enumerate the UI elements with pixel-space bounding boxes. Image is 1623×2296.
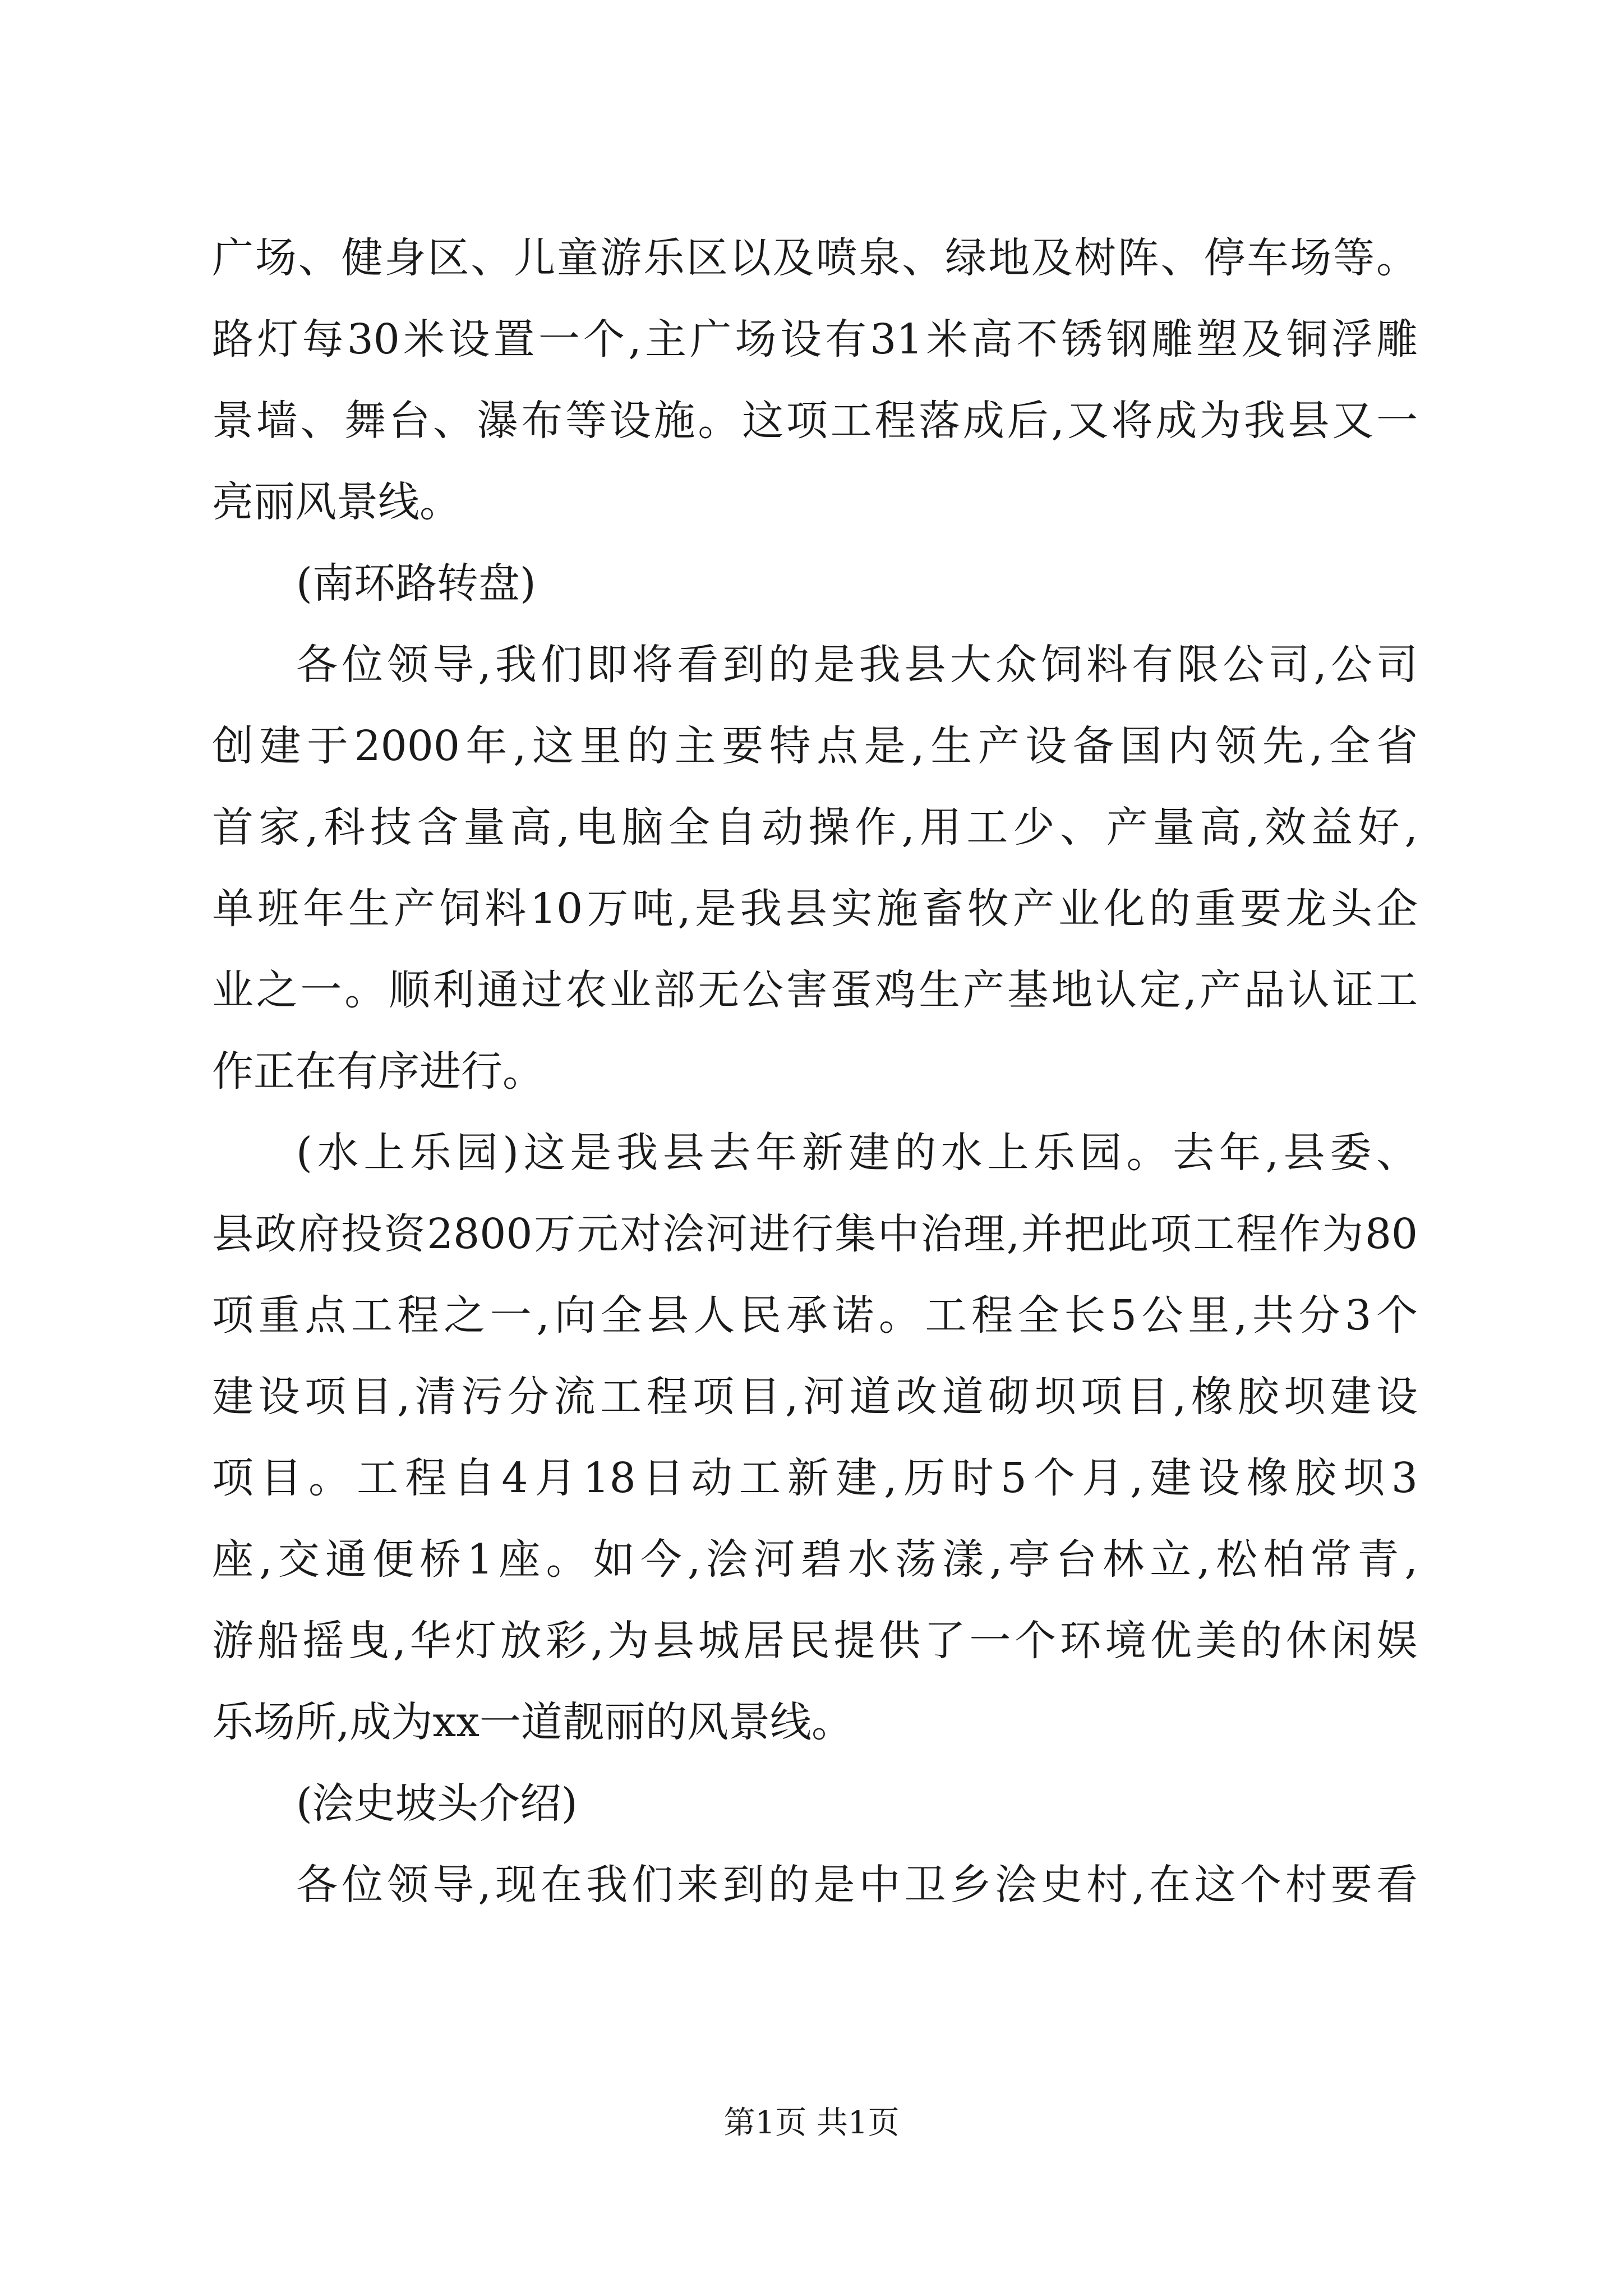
text-line: 建设项目,清污分流工程项目,河道改道砌坝项目,橡胶坝建设 [212,1373,1418,1421]
text-line: 路灯每30米设置一个,主广场设有31米高不锈钢雕塑及铜浮雕 [212,315,1418,364]
text-line: (水上乐园)这是我县去年新建的水上乐园。去年,县委、 [296,1129,1418,1177]
text-line: 首家,科技含量高,电脑全自动操作,用工少、产量高,效益好, [212,803,1418,852]
text-line: 景墙、舞台、瀑布等设施。这项工程落成后,又将成为我县又一 [212,397,1418,445]
text-line: 创建于2000年,这里的主要特点是,生产设备国内领先,全省 [212,722,1418,770]
text-line: 县政府投资2800万元对浍河进行集中治理,并把此项工程作为80 [212,1210,1418,1258]
text-line: 广场、健身区、儿童游乐区以及喷泉、绿地及树阵、停车场等。 [212,234,1418,282]
text-line: 座,交通便桥1座。如今,浍河碧水荡漾,亭台林立,松柏常青, [212,1535,1418,1584]
section-heading: (南环路转盘) [296,559,536,608]
section-heading: (浍史坡头介绍) [296,1779,578,1828]
text-line: 项重点工程之一,向全县人民承诺。工程全长5公里,共分3个 [212,1291,1418,1340]
document-body [212,218,1418,1926]
text-line: 乐场所,成为xx一道靓丽的风景线。 [212,1698,853,1746]
text-line: 单班年生产饲料10万吨,是我县实施畜牧产业化的重要龙头企 [212,885,1418,933]
text-line: 各位领导,现在我们来到的是中卫乡浍史村,在这个村要看 [296,1861,1418,1909]
text-line: 各位领导,我们即将看到的是我县大众饲料有限公司,公司 [296,641,1418,689]
text-line: 业之一。顺利通过农业部无公害蛋鸡生产基地认定,产品认证工 [212,966,1418,1014]
page-footer: 第1页 共1页 [723,2105,900,2141]
text-line: 游船摇曳,华灯放彩,为县城居民提供了一个环境优美的休闲娱 [212,1617,1418,1665]
text-line: 项目。工程自4月18日动工新建,历时5个月,建设橡胶坝3 [212,1454,1418,1502]
text-line: 亮丽风景线。 [212,478,461,526]
text-line: 作正在有序进行。 [212,1047,544,1096]
